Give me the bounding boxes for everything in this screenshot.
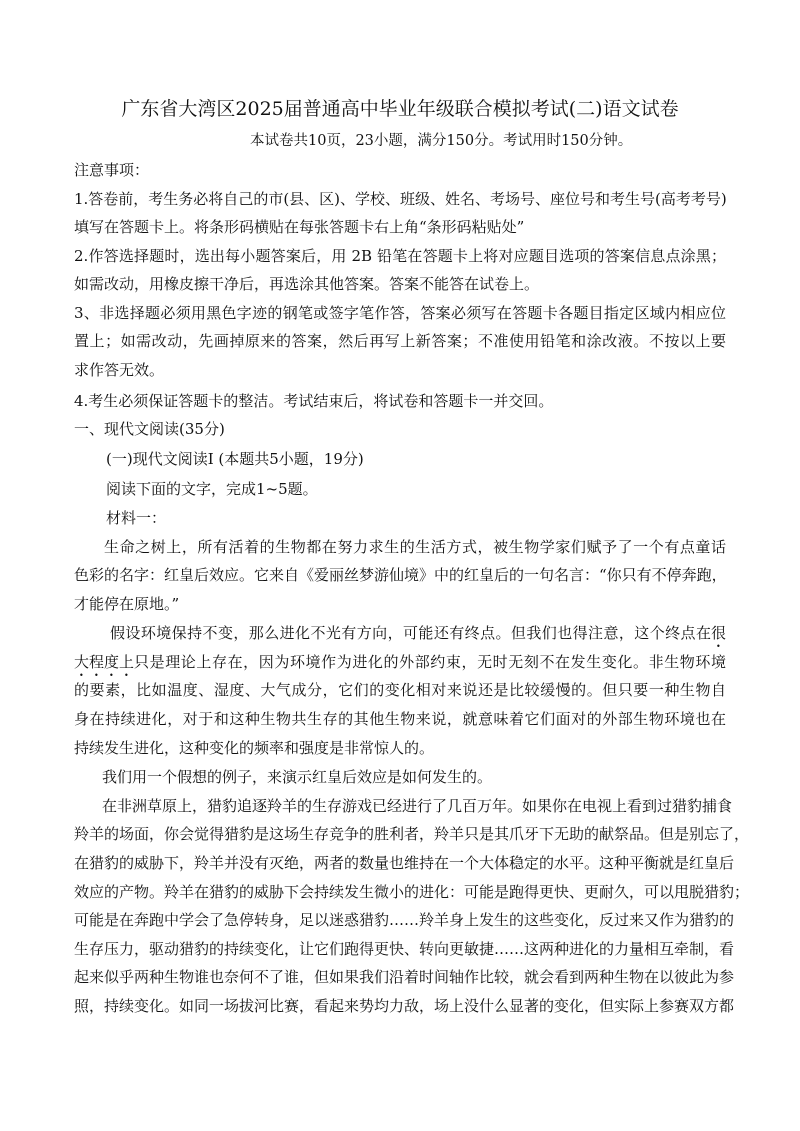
body-line: 在猎豹的威胁下，羚羊并没有灭绝，两者的数量也维持在一个大体稳定的水平。这种平衡就是红皇后 — [74, 854, 735, 872]
body-line: 色彩的名字：红皇后效应。它来自《爱丽丝梦游仙境》中的红皇后的一句名言：“你只有不停奔跑， — [74, 566, 727, 584]
body-line: 持续发生进化，这种变化的频率和强度是非常惊人的。 — [74, 739, 435, 757]
body-line: 身在持续进化，对于和这种生物共生存的其他生物来说，就意味着它们面对的外部生物环境也在 — [74, 710, 726, 728]
body-line — [74, 652, 726, 680]
notice-line: 1.答卷前，考生务必将自己的市(县、区)、学校、班级、姓名、考场号、座位号和考生号(高考考号) — [74, 190, 727, 208]
exam-subtitle: 本试卷共10页，23小题，满分150分。考试用时150分钟。 — [250, 133, 633, 149]
section-instruction: 阅读下面的文字，完成1~5题。 — [106, 480, 318, 498]
body-line: 效应的产物。羚羊在猎豹的威胁下会持续发生微小的进化：可能是跑得更快、更耐久，可以甩脱猎豹； — [74, 883, 750, 901]
notice-line: 置上；如需改动，先画掉原来的答案，然后再写上新答案；不准使用铅笔和涂改液。不按以上要 — [74, 332, 726, 350]
section-heading: 一、现代文阅读(35分) — [74, 420, 225, 438]
section-sub-heading: (一)现代文阅读I (本题共5小题，19分) — [106, 450, 364, 468]
body-text: 假设环境保持不变，那么进化不光有方向，可能还有终点。但我们也得注意，这个终点在 — [110, 624, 711, 642]
exam-title: 广东省大湾区2025届普通高中毕业年级联合模拟考试(二)语文试卷 — [121, 98, 679, 120]
body-line: 生存压力，驱动猎豹的持续变化，让它们跑得更快、转向更敏捷……这两种进化的力量相互牵制，看 — [74, 940, 735, 958]
notice-line: 填写在答题卡上。将条形码横贴在每张答题卡右上角“条形码粘贴处” — [74, 218, 525, 236]
body-line: 的要素，比如温度、湿度、大气成分，它们的变化相对来说还是比较缓慢的。但只要一种生物自 — [74, 681, 726, 699]
body-line: 羚羊的场面，你会觉得猎豹是这场生存竞争的胜利者，羚羊只是其爪牙下无助的献祭品。但是别忘了， — [74, 825, 750, 843]
material-label: 材料一： — [106, 509, 167, 527]
body-line: 在非洲草原上，猎豹追逐羚羊的生存游戏已经进行了几百万年。如果你在电视上看到过猎豹捕食 — [102, 797, 733, 815]
body-line: 我们用一个假想的例子，来演示红皇后效应是如何发生的。 — [102, 768, 493, 786]
body-line: 才能停在原地。” — [74, 595, 180, 613]
emphasized-text: 很 — [710, 624, 726, 642]
notice-line: 3、非选择题必须用黑色字迹的钢笔或签字笔作答，答案必须写在答题卡各题目指定区域内相应位 — [74, 304, 726, 322]
notice-heading: 注意事项： — [74, 161, 150, 179]
emphasized-text: 大程度上 — [74, 653, 135, 671]
body-line: 起来似乎两种生物谁也奈何不了谁，但如果我们沿着时间轴作比较，就会看到两种生物在以彼此为参 — [74, 968, 735, 986]
body-line: 生命之树上，所有活着的生物都在努力求生的生活方式，被生物学家们赋予了一个有点童话 — [104, 538, 726, 556]
notice-line: 2.作答选择题时，选出每小题答案后，用 2B 铅笔在答题卡上将对应题目选项的答案信息点涂黑； — [74, 247, 726, 265]
body-text: 只是理论上存在，因为环境作为进化的外部约束，无时无刻不在发生变化。非生物环境 — [134, 653, 726, 671]
body-line: 照，持续变化。如同一场拔河比赛，看起来势均力敌，场上没什么显著的变化，但实际上参赛双方都 — [74, 997, 735, 1015]
notice-line: 求作答无效。 — [74, 361, 165, 379]
notice-line: 如需改动，用橡皮擦干净后，再选涂其他答案。答案不能答在试卷上。 — [74, 275, 540, 293]
notice-line: 4.考生必须保证答题卡的整洁。考试结束后，将试卷和答题卡一并交回。 — [74, 392, 554, 410]
body-line — [110, 623, 726, 651]
body-line: 可能是在奔跑中学会了急停转身，足以迷惑猎豹……羚羊身上发生的这些变化，反过来又作为猎豹的 — [74, 911, 735, 929]
